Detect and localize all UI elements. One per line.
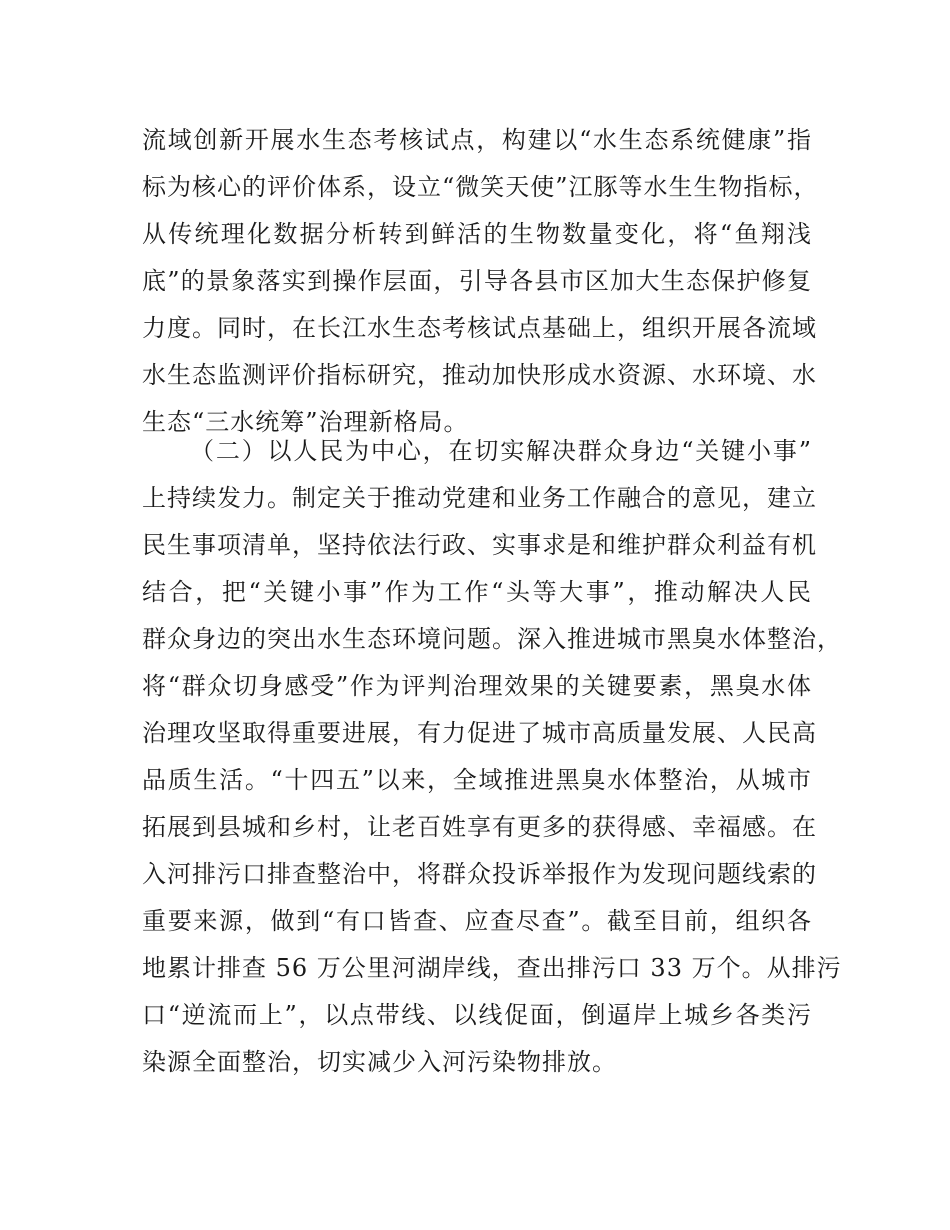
text-line: 水生态监测评价指标研究，推动加快形成水资源、水环境、水 bbox=[142, 361, 817, 389]
section-heading-line: （二）以人民为中心，在切实解决群众身边“关键小事” bbox=[190, 437, 812, 465]
paragraph-water-ecology-assessment bbox=[142, 117, 819, 446]
text-line: 流域创新开展水生态考核试点，构建以“水生态系统健康”指 bbox=[142, 126, 812, 154]
text-line: 口“逆流而上”，以点带线、以线促面，倒逼岸上城乡各类污 bbox=[142, 1001, 812, 1029]
text-line: 地累计排查 56 万公里河湖岸线，查出排污口 33 万个。从排污 bbox=[142, 954, 842, 982]
text-line: 将“群众切身感受”作为评判治理效果的关键要素，黑臭水体 bbox=[142, 672, 812, 700]
text-line: 染源全面整治，切实减少入河污染物排放。 bbox=[142, 1048, 617, 1076]
text-line: 生态“三水统筹”治理新格局。 bbox=[142, 408, 469, 436]
text-line: 拓展到县城和乡村，让老百姓享有更多的获得感、幸福感。在 bbox=[142, 813, 817, 841]
text-line: 底”的景象落实到操作层面，引导各县市区加大生态保护修复 bbox=[142, 267, 812, 295]
text-line: 群众身边的突出水生态环境问题。深入推进城市黑臭水体整治， bbox=[142, 625, 842, 653]
text-line: 民生事项清单，坚持依法行政、实事求是和维护群众利益有机 bbox=[142, 531, 817, 559]
text-line: 力度。同时，在长江水生态考核试点基础上，组织开展各流域 bbox=[142, 314, 817, 342]
text-line: 入河排污口排查整治中，将群众投诉举报作为发现问题线索的 bbox=[142, 860, 817, 888]
text-line: 标为核心的评价体系，设立“微笑天使”江豚等水生生物指标， bbox=[142, 173, 819, 201]
text-line: 重要来源，做到“有口皆查、应查尽查”。截至目前，组织各 bbox=[142, 907, 812, 935]
text-line: 结合，把“关键小事”作为工作“头等大事”，推动解决人民 bbox=[142, 578, 812, 606]
text-line: 上持续发力。制定关于推动党建和业务工作融合的意见，建立 bbox=[142, 484, 817, 512]
text-line: 品质生活。“十四五”以来，全域推进黑臭水体整治，从城市 bbox=[142, 766, 812, 794]
text-line: 治理攻坚取得重要进展，有力促进了城市高质量发展、人民高 bbox=[142, 719, 817, 747]
text-line: 从传统理化数据分析转到鲜活的生物数量变化，将“鱼翔浅 bbox=[142, 220, 812, 248]
paragraph-people-centered bbox=[142, 428, 842, 1086]
